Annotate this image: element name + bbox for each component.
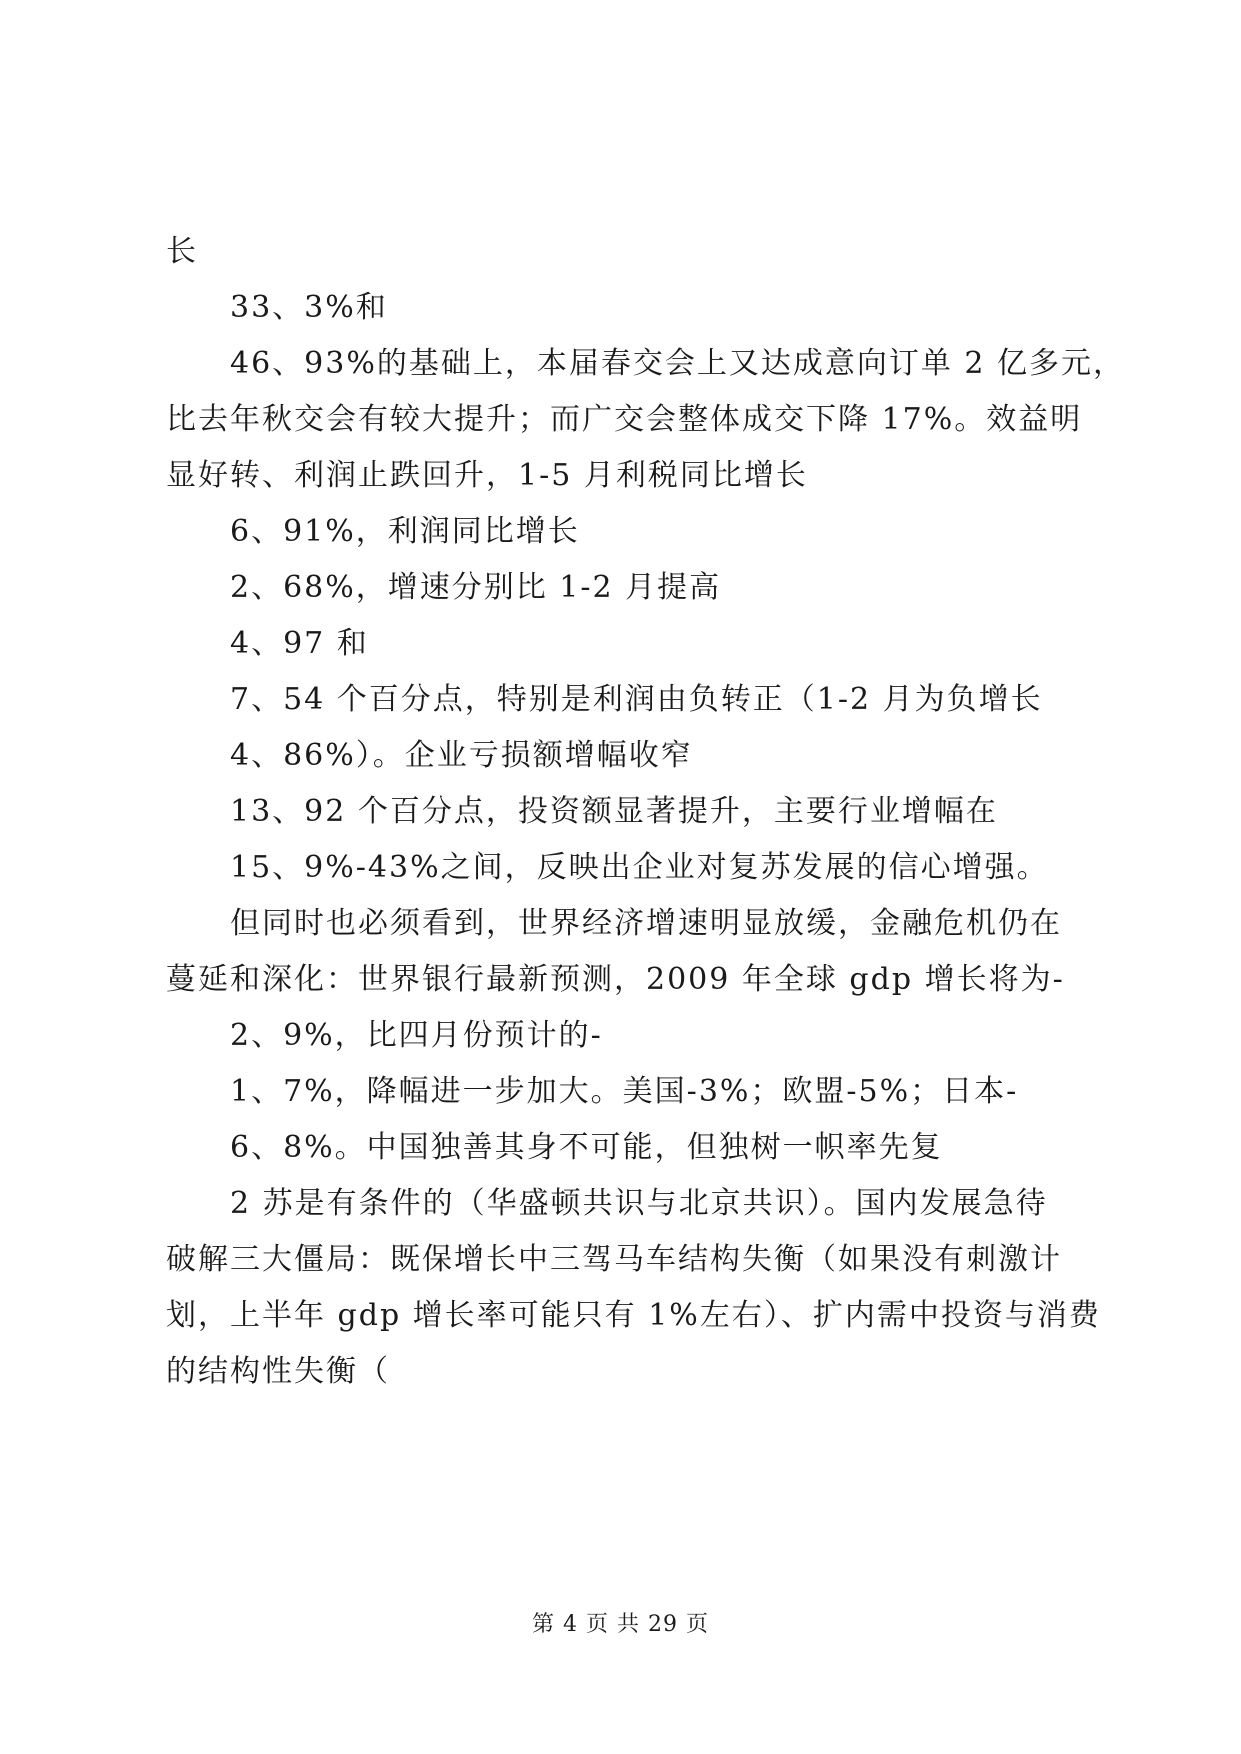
text-line: 的结构性失衡（ (166, 1354, 390, 1389)
text-line: 6、91%，利润同比增长 (230, 514, 580, 549)
text-line: 破解三大僵局：既保增长中三驾马车结构失衡（如果没有刺激计 (166, 1242, 1062, 1277)
text-line: 2、68%，增速分别比 1-2 月提高 (230, 570, 722, 605)
text-line: 2、9%，比四月份预计的- (230, 1018, 603, 1053)
text-line: 1、7%，降幅进一步加大。美国-3%；欧盟-5%；日本- (230, 1074, 1019, 1109)
page-footer: 第 4 页 共 29 页 (532, 1612, 709, 1637)
text-line: 但同时也必须看到，世界经济增速明显放缓，金融危机仍在 (230, 906, 1062, 941)
text-line: 长 (166, 234, 198, 269)
text-line: 7、54 个百分点，特别是利润由负转正（1-2 月为负增长 (230, 682, 1043, 717)
text-line: 46、93%的基础上，本届春交会上又达成意向订单 2 亿多元， (230, 346, 1126, 381)
text-line: 4、97 和 (230, 626, 369, 661)
text-line: 6、8%。中国独善其身不可能，但独树一帜率先复 (230, 1130, 943, 1165)
text-line: 蔓延和深化：世界银行最新预测，2009 年全球 gdp 增长将为- (166, 962, 1065, 997)
text-line: 4、86%）。企业亏损额增幅收窄 (230, 738, 693, 773)
text-line: 13、92 个百分点，投资额显著提升，主要行业增幅在 (230, 794, 998, 829)
text-line: 显好转、利润止跌回升，1-5 月利税同比增长 (166, 458, 808, 493)
text-line: 33、3%和 (230, 290, 388, 325)
text-line: 划，上半年 gdp 增长率可能只有 1%左右）、扩内需中投资与消费 (166, 1298, 1101, 1333)
text-line: 2 苏是有条件的（华盛顿共识与北京共识）。国内发展急待 (230, 1186, 1048, 1221)
text-line: 15、9%-43%之间，反映出企业对复苏发展的信心增强。 (230, 850, 1049, 885)
text-line: 比去年秋交会有较大提升；而广交会整体成交下降 17%。效益明 (166, 402, 1083, 437)
